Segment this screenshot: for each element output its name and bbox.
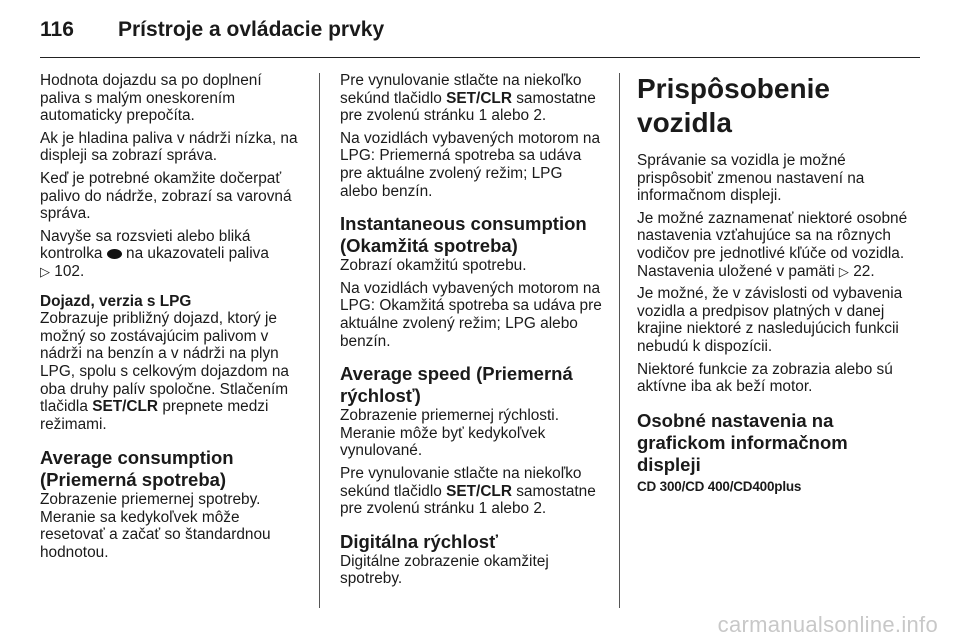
heading-digital-speed: Digitálna rýchlosť — [340, 530, 498, 552]
text: prepnete medzi režimami. — [40, 398, 269, 433]
text: na ukazovateli paliva — [126, 245, 269, 263]
column-2 — [340, 72, 602, 593]
page-reference[interactable]: 22. — [853, 262, 875, 280]
page-header — [40, 18, 920, 48]
heading-average-consumption: Average consumption (Priemerná spotreba) — [40, 447, 234, 491]
paragraph: Zobrazí okamžitú spotrebu. — [340, 257, 527, 275]
page-number: 116 — [40, 18, 74, 41]
text: samostatne pre zvolenú stránku 1 alebo 2. — [340, 89, 596, 125]
subheading-lpg-range: Dojazd, verzia s LPG — [40, 292, 192, 310]
paragraph: Správanie sa vozidla je možné prispôsobiť zmenou nastavení na informačnom displeji. — [637, 152, 865, 205]
text: samostatne pre zvolenú stránku 1 alebo 2. — [340, 482, 596, 518]
text: Pre vynulovanie stlačte na niekoľko sekúnd tlačidlo — [340, 464, 582, 500]
paragraph: Hodnota dojazdu sa po doplnení paliva s malým oneskorením automaticky prepočíta. — [40, 72, 262, 125]
paragraph — [340, 465, 602, 518]
text: Zobrazuje približný dojazd, ktorý je možný so zostávajúcim palivom v nádrži na benzín a v nádrži na plyn LPG, spolu s celkovým dojazdom na oba druhy palív spoločne. Stlačením tlačidla — [40, 310, 289, 416]
paragraph: Zobrazenie priemernej rýchlosti. Meranie môže byť kedykoľvek vynulované. — [340, 407, 559, 460]
button-name: SET/CLR — [92, 398, 159, 416]
page-reference-arrow-icon: ▷ — [40, 263, 50, 279]
column-divider-1 — [319, 73, 320, 608]
paragraph: Na vozidlách vybavených motorom na LPG: Okamžitá spotreba sa udáva pre aktuálne zvolený režim; LPG alebo benzín. — [340, 279, 602, 350]
watermark: carmanualsonline.info — [717, 612, 938, 637]
page-reference[interactable]: 102. — [54, 262, 85, 280]
paragraph: Je možné, že v závislosti od vybavenia vozidla a predpisov platných v danej krajine niektoré z nasledujúcich funkcii nebudú k dispozícii. — [637, 285, 903, 355]
page-reference-arrow-icon: ▷ — [838, 263, 849, 279]
paragraph — [637, 210, 912, 280]
text: Navyše sa rozsvieti alebo bliká kontrolka — [40, 227, 251, 263]
fuel-warning-lamp-icon — [107, 249, 122, 259]
paragraph: Niektoré funkcie za zobrazia alebo sú aktívne iba ak beží motor. — [637, 360, 893, 396]
button-name: SET/CLR — [446, 89, 512, 107]
paragraph: Ak je hladina paliva v nádrži nízka, na displeji sa zobrazí správa. — [40, 129, 298, 165]
column-3 — [637, 72, 912, 495]
paragraph: Zobrazenie priemernej spotreby. Meranie sa kedykoľvek môže resetovať a začať so štandardnou hodnotou. — [40, 491, 271, 562]
paragraph — [40, 228, 302, 281]
text: Je možné zaznamenať niektoré osobné nastavenia vzťahujúce sa na rôznych vodičov pre jednotlivé kľúče od vozidla. Nastavenia uložené v pamäti — [637, 209, 908, 280]
heading-average-speed: Average speed (Priemerná rýchlosť) — [340, 363, 573, 407]
paragraph: Na vozidlách vybavených motorom na LPG: Priemerná spotreba sa udáva pre aktuálne zvolený režim; LPG alebo benzín. — [340, 129, 601, 200]
subheading-cd-models: CD 300/CD 400/CD400plus — [637, 478, 802, 494]
paragraph — [340, 72, 602, 125]
paragraph — [40, 310, 302, 433]
paragraph: Keď je potrebné okamžite dočerpať palivo do nádrže, zobrazí sa varovná správa. — [40, 169, 292, 223]
header-rule — [40, 57, 920, 58]
column-1 — [40, 72, 302, 567]
heading-personal-settings: Osobné nastavenia na grafickom informačnom displeji — [637, 409, 848, 475]
button-name: SET/CLR — [446, 482, 512, 500]
heading-instantaneous-consumption: Instantaneous consumption (Okamžitá spotreba) — [340, 213, 587, 257]
text: Pre vynulovanie stlačte na niekoľko sekúnd tlačidlo — [340, 72, 582, 107]
column-divider-2 — [619, 73, 620, 608]
page-title: Prístroje a ovládacie prvky — [118, 18, 385, 41]
paragraph: Digitálne zobrazenie okamžitej spotreby. — [340, 552, 549, 588]
section-title-vehicle-personalization: Prispôsobenie vozidla — [637, 73, 830, 138]
